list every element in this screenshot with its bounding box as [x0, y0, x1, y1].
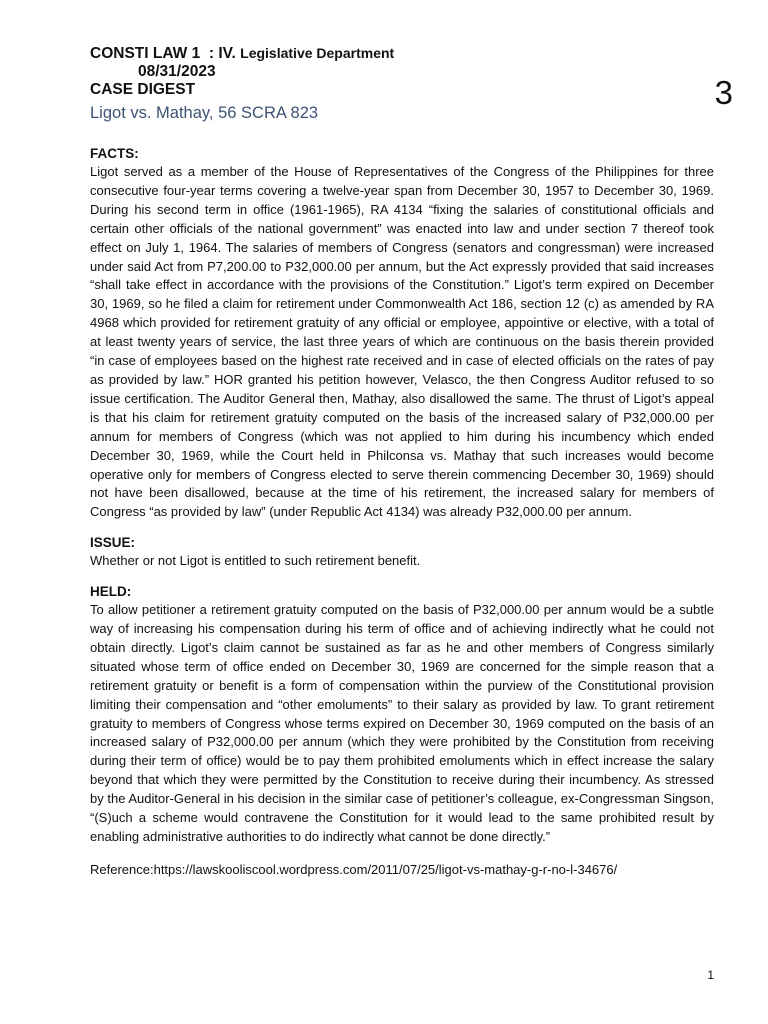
digest-date: 08/31/2023 — [138, 63, 216, 80]
facts-paragraph: Ligot served as a member of the House of Representatives of the Congress of the Philippines for three consecutive four-year terms covering a twelve-year span from December 30, 1957 to December 30, 1969. During his second term in office (1961-1965), RA 4134 “fixing the salaries of constitutional officials and certain other officials of the national government” was enacted into law and under section 7 thereof took effect on July 1, 1964. The salaries of members of Congress (senators and congressman) were increased under said Act from P7,200.00 to P32,000.00 per annum, but the Act expressly provided that said increases “shall take effect in accordance with the provisions of the Constitution.” Ligot’s term expired on December 30, 1969, so he filed a claim for retirement under Commonwealth Act 186, section 12 (c) as amended by RA 4968 which provided for retirement gratuity of any official or employee, appointive or elective, with a total of at least twenty years of service, the last three years of which are continuous on the basis therein provided “in case of employees based on the highest rate received and in case of elected officials on the rates of pay as provided by law.” HOR granted his petition however, Velasco, the then Congress Auditor refused to so issue certification. The Auditor General then, Mathay, also disallowed the same. The thrust of Ligot’s appeal is that his claim for retirement gratuity computed on the basis of the increased salary of P32,000.00 per annum for members of Congress (which was not applied to him during his incumbency which ended December 30, 1969, while the Court held in Philconsa vs. Mathay that such increases would become operative only for members of Congress elected to serve therein commencing December 30, 1969) should not have been disallowed, because at the time of his retirement, the increased salary for members of Congress “as provided by law” (under Republic Act 4134) was already P32,000.00 per annum. — [90, 164, 714, 520]
course-topic-prefix: : IV. — [200, 45, 236, 62]
issue-heading: ISSUE: — [90, 535, 136, 551]
document-page — [90, 44, 714, 879]
case-title: Ligot vs. Mathay, 56 SCRA 823 — [90, 104, 319, 122]
held-paragraph: To allow petitioner a retirement gratuity computed on the basis of P32,000.00 per annum would be a subtle way of increasing his compensation during his term of office and of achieving indirectly what he could not obtain directly. Ligot’s claim cannot be sustained as far as he and other members of Congress similarly situated whose term of office ended on December 30, 1969 are concerned for the simple reason that a retirement gratuity or benefit is a form of compensation within the purview of the Constitutional provision limiting their compensation and “other emoluments” to their salary as provided by law. To grant retirement gratuity to members of Congress whose terms expired on December 30, 1969 computed on the basis of an increased salary of P32,000.00 per annum (which they were prohibited by the Constitution from receiving during their term of office) would be to pay them prohibited emoluments which in effect increase the salary beyond that which they were permitted by the Constitution to receive during their incumbency. As stressed by the Auditor-General in his decision in the similar case of petitioner’s colleague, ex-Congressman Singson, “(S)uch a scheme would contravene the Constitution for it would lead to the same prohibited result by enabling administrative authorities to do indirectly what cannot be done directly.” — [90, 602, 714, 844]
issue-paragraph: Whether or not Ligot is entitled to such retirement benefit. — [90, 553, 421, 569]
document-type: CASE DIGEST — [90, 81, 196, 98]
course-subject: CONSTI LAW 1 — [90, 45, 201, 62]
course-topic: Legislative Department — [240, 45, 395, 61]
reference-link: Reference:https://lawskooliscool.wordpress.com/2011/07/25/ligot-vs-mathay-g-r-no-l-34676/ — [90, 861, 618, 877]
digest-number: 3 — [714, 74, 733, 111]
course-header — [90, 44, 714, 63]
held-heading: HELD: — [90, 584, 132, 600]
page-number: 1 — [707, 968, 714, 982]
facts-heading: FACTS: — [90, 146, 139, 161]
